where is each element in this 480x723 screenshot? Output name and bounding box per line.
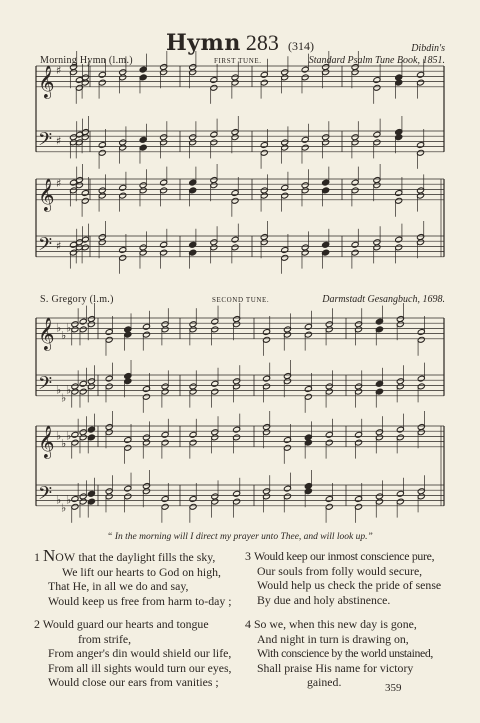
note-head xyxy=(325,431,333,438)
note-head xyxy=(283,485,291,492)
note-head xyxy=(105,383,113,390)
verse-4 xyxy=(245,617,433,690)
key-signature-icon: ♭ xyxy=(66,321,72,335)
note-head xyxy=(325,496,333,503)
note-head xyxy=(283,444,291,451)
note-head xyxy=(161,503,169,510)
verse-3-number: 3 xyxy=(245,549,251,563)
note-head xyxy=(87,498,95,505)
note-head xyxy=(105,329,113,336)
note-head xyxy=(395,197,403,204)
key-signature-icon: ♭ xyxy=(66,493,72,507)
note-head xyxy=(417,142,425,149)
note-head xyxy=(161,439,169,446)
note-head xyxy=(263,336,271,343)
note-head xyxy=(124,331,132,338)
note-head xyxy=(71,431,79,438)
note-head xyxy=(189,326,197,333)
note-head xyxy=(355,439,363,446)
note-head xyxy=(70,69,78,76)
note-head xyxy=(79,326,87,333)
note-head xyxy=(142,439,150,446)
verse-1-line-3: That He, in all we do and say, xyxy=(48,579,189,593)
note-head xyxy=(395,79,403,86)
key-signature-icon: ♭ xyxy=(66,429,72,443)
note-head xyxy=(355,388,363,395)
note-head xyxy=(160,139,168,146)
note-head xyxy=(211,434,219,441)
hymn-number: 283 xyxy=(245,30,279,55)
note-head xyxy=(417,429,425,436)
note-head xyxy=(396,426,404,433)
note-head xyxy=(263,329,271,336)
note-head xyxy=(304,323,312,330)
key-signature-icon: ♭ xyxy=(66,383,72,397)
note-head xyxy=(395,190,403,197)
note-head xyxy=(119,144,127,151)
note-head xyxy=(375,388,383,395)
note-head xyxy=(301,144,309,151)
verse-3-line-4: By due and holy abstinence. xyxy=(257,592,391,607)
note-head xyxy=(160,69,168,76)
note-head xyxy=(395,134,403,141)
note-head xyxy=(210,84,218,91)
note-head xyxy=(71,388,79,395)
note-head xyxy=(260,239,268,246)
note-head xyxy=(351,241,359,248)
tune-2-attribution: Darmstadt Gesangbuch, 1698. xyxy=(322,294,445,305)
note-head xyxy=(211,498,219,505)
note-head xyxy=(375,434,383,441)
note-head xyxy=(231,197,239,204)
note-head xyxy=(87,490,95,497)
note-head xyxy=(124,437,132,444)
note-head xyxy=(260,71,268,78)
note-head xyxy=(263,429,271,436)
note-head xyxy=(124,493,132,500)
note-head xyxy=(417,329,425,336)
verse-2-line-2: from strife, xyxy=(78,631,132,646)
note-head xyxy=(98,149,106,156)
note-head xyxy=(322,249,330,256)
note-head xyxy=(301,249,309,256)
note-head xyxy=(189,431,197,438)
note-head xyxy=(263,383,271,390)
key-signature-icon: ♯ xyxy=(56,64,62,78)
page-number: 359 xyxy=(385,682,402,694)
verse-4-line-5: gained. xyxy=(307,675,342,689)
note-head xyxy=(301,74,309,81)
note-head xyxy=(322,241,330,248)
note-head xyxy=(231,134,239,141)
key-signature-icon: ♭ xyxy=(56,321,62,335)
note-head xyxy=(139,74,147,81)
note-head xyxy=(142,323,150,330)
note-head xyxy=(79,388,87,395)
note-head xyxy=(283,331,291,338)
note-head xyxy=(396,383,404,390)
key-signature-icon: ♭ xyxy=(61,329,67,343)
note-head xyxy=(355,496,363,503)
tune-2-name: S. Gregory (l.m.) xyxy=(40,294,114,305)
note-head xyxy=(233,383,241,390)
note-head xyxy=(375,380,383,387)
note-head xyxy=(119,74,127,81)
bass-clef-icon: 𝄢 xyxy=(38,373,53,399)
note-head xyxy=(189,503,197,510)
key-signature-icon: ♯ xyxy=(56,134,62,148)
tune-1-name: Morning Hymn (l.m.) xyxy=(40,55,133,66)
note-head xyxy=(119,247,127,254)
note-head xyxy=(189,249,197,256)
note-head xyxy=(396,490,404,497)
note-head xyxy=(142,393,150,400)
note-head xyxy=(417,383,425,390)
note-head xyxy=(189,187,197,194)
note-head xyxy=(417,239,425,246)
verse-1-number: 1 xyxy=(34,550,40,564)
note-head xyxy=(351,187,359,194)
verse-1-line-4: Would keep us free from harm to-day ; xyxy=(48,593,232,608)
note-head xyxy=(160,241,168,248)
note-head xyxy=(210,77,218,84)
note-head xyxy=(142,386,150,393)
note-head xyxy=(396,434,404,441)
note-head xyxy=(189,388,197,395)
note-head xyxy=(71,439,79,446)
key-signature-icon: ♭ xyxy=(56,383,62,397)
note-head xyxy=(322,69,330,76)
note-head xyxy=(124,485,132,492)
note-head xyxy=(161,496,169,503)
note-head xyxy=(283,378,291,385)
note-head xyxy=(160,249,168,256)
note-head xyxy=(355,503,363,510)
note-head xyxy=(301,66,309,73)
note-head xyxy=(395,244,403,251)
note-head xyxy=(260,149,268,156)
verse-3-line-1 xyxy=(245,549,441,564)
verse-2-line-1-text: Would guard our hearts and tongue xyxy=(42,617,209,631)
note-head xyxy=(263,375,271,382)
note-head xyxy=(211,326,219,333)
note-head xyxy=(189,179,197,186)
note-head xyxy=(322,187,330,194)
verse-4-line-3: With conscience by the world unstained, xyxy=(257,646,433,660)
tune-1-order: FIRST TUNE. xyxy=(214,57,262,65)
note-head xyxy=(79,498,87,505)
note-head xyxy=(142,488,150,495)
note-head xyxy=(417,192,425,199)
note-head xyxy=(417,493,425,500)
note-head xyxy=(281,254,289,261)
note-head xyxy=(351,249,359,256)
note-head xyxy=(211,318,219,325)
note-head xyxy=(142,331,150,338)
verse-1-line-2: We lift our hearts to God on high, xyxy=(62,564,221,579)
note-head xyxy=(211,380,219,387)
note-head xyxy=(87,426,95,433)
note-head xyxy=(373,84,381,91)
bass-clef-icon: 𝄢 xyxy=(38,234,53,260)
note-head xyxy=(373,131,381,138)
note-head xyxy=(260,142,268,149)
note-head xyxy=(322,179,330,186)
note-head xyxy=(375,498,383,505)
note-head xyxy=(119,184,127,191)
key-signature-icon: ♭ xyxy=(56,493,62,507)
note-head xyxy=(233,426,241,433)
note-head xyxy=(281,144,289,151)
note-head xyxy=(233,321,241,328)
key-signature-icon: ♯ xyxy=(56,177,62,191)
note-head xyxy=(304,488,312,495)
note-head xyxy=(160,187,168,194)
note-head xyxy=(281,184,289,191)
note-head xyxy=(325,439,333,446)
note-head xyxy=(119,192,127,199)
note-head xyxy=(189,496,197,503)
note-head xyxy=(79,380,87,387)
note-head xyxy=(139,144,147,151)
note-head xyxy=(124,378,132,385)
note-head xyxy=(231,79,239,86)
note-head xyxy=(161,431,169,438)
note-head xyxy=(373,77,381,84)
bass-clef-icon: 𝄢 xyxy=(38,483,53,509)
note-head xyxy=(263,493,271,500)
note-head xyxy=(395,236,403,243)
note-head xyxy=(189,69,197,76)
verse-2 xyxy=(34,617,232,690)
note-head xyxy=(304,393,312,400)
note-head xyxy=(417,375,425,382)
note-head xyxy=(139,187,147,194)
note-head xyxy=(87,434,95,441)
tune-1-attribution-2: Standard Psalm Tune Book, 1851. xyxy=(308,55,445,66)
note-head xyxy=(233,434,241,441)
scripture-quote: “ In the morning will I direct my prayer unto Thee, and will look up.” xyxy=(107,532,373,542)
note-head xyxy=(124,444,132,451)
treble-clef-icon: 𝄞 xyxy=(38,424,55,458)
tune-1-attribution-1: Dibdin's xyxy=(411,43,445,54)
note-head xyxy=(396,498,404,505)
key-signature-icon: ♭ xyxy=(61,501,67,515)
note-head xyxy=(71,326,79,333)
note-head xyxy=(351,69,359,76)
note-head xyxy=(210,139,218,146)
verse-3-line-3: Would help us check the pride of sense xyxy=(257,578,442,592)
note-head xyxy=(301,136,309,143)
note-head xyxy=(81,190,89,197)
verse-4-line-1-text: So we, when this new day is gone, xyxy=(253,617,417,631)
verse-4-line-2: And night in turn is drawing on, xyxy=(257,631,409,646)
note-head xyxy=(189,241,197,248)
note-head xyxy=(210,182,218,189)
key-signature-icon: ♭ xyxy=(56,429,62,443)
verse-2-number: 2 xyxy=(34,617,40,631)
verse-1-first-caps: OW xyxy=(55,550,76,564)
note-head xyxy=(79,434,87,441)
note-head xyxy=(375,318,383,325)
note-head xyxy=(373,139,381,146)
note-head xyxy=(417,336,425,343)
note-head xyxy=(283,437,291,444)
note-head xyxy=(231,236,239,243)
key-signature-icon: ♭ xyxy=(61,437,67,451)
note-head xyxy=(417,71,425,78)
note-head xyxy=(233,490,241,497)
verse-3 xyxy=(245,549,441,607)
note-head xyxy=(304,386,312,393)
note-head xyxy=(105,336,113,343)
note-head xyxy=(98,71,106,78)
note-head xyxy=(260,192,268,199)
note-head xyxy=(355,431,363,438)
note-head xyxy=(325,388,333,395)
note-head xyxy=(351,139,359,146)
key-signature-icon: ♯ xyxy=(56,239,62,253)
note-head xyxy=(71,503,79,510)
verse-1-line-1 xyxy=(34,546,231,565)
note-head xyxy=(281,247,289,254)
note-head xyxy=(105,375,113,382)
hymn-word: Hymn xyxy=(165,30,241,56)
note-head xyxy=(87,383,95,390)
verse-1 xyxy=(34,546,232,608)
note-head xyxy=(189,439,197,446)
verse-2-line-5: Would close our ears from vanities ; xyxy=(48,675,219,689)
verse-2-line-1 xyxy=(34,617,232,632)
note-head xyxy=(233,498,241,505)
note-head xyxy=(160,179,168,186)
note-head xyxy=(98,79,106,86)
note-head xyxy=(283,493,291,500)
note-head xyxy=(351,179,359,186)
note-head xyxy=(139,66,147,73)
treble-clef-icon: 𝄞 xyxy=(38,64,55,98)
note-head xyxy=(325,503,333,510)
note-head xyxy=(304,331,312,338)
note-head xyxy=(417,149,425,156)
verse-4-line-4: Shall praise His name for victory xyxy=(257,660,414,675)
note-head xyxy=(231,190,239,197)
verse-3-line-2: Our souls from folly would secure, xyxy=(257,563,423,578)
note-head xyxy=(161,326,169,333)
note-head xyxy=(281,74,289,81)
note-head xyxy=(301,187,309,194)
note-head xyxy=(139,136,147,143)
note-head xyxy=(210,131,218,138)
note-head xyxy=(417,79,425,86)
note-head xyxy=(79,318,87,325)
verse-2-line-3: From anger's din would shield our life, xyxy=(48,646,232,660)
verse-3-line-1-text: Would keep our inmost conscience pure, xyxy=(253,549,435,563)
note-head xyxy=(210,244,218,251)
note-head xyxy=(373,244,381,251)
note-head xyxy=(105,429,113,436)
verse-2-line-4: From all ill sights would turn our eyes, xyxy=(48,660,232,675)
note-head xyxy=(260,79,268,86)
verse-1-dropcap: N xyxy=(42,546,56,565)
note-head xyxy=(211,388,219,395)
note-head xyxy=(87,321,95,328)
verse-1-first-rest: that the daylight fills the sky, xyxy=(75,550,216,564)
note-head xyxy=(304,439,312,446)
note-head xyxy=(161,388,169,395)
note-head xyxy=(98,239,106,246)
verse-4-number: 4 xyxy=(245,617,251,631)
note-head xyxy=(119,254,127,261)
note-head xyxy=(81,197,89,204)
note-head xyxy=(322,139,330,146)
key-signature-icon: ♭ xyxy=(61,391,67,405)
note-head xyxy=(71,496,79,503)
note-head xyxy=(105,493,113,500)
note-head xyxy=(373,182,381,189)
note-head xyxy=(355,326,363,333)
bass-clef-icon: 𝄢 xyxy=(38,129,53,155)
tune-2-order: SECOND TUNE. xyxy=(212,296,270,304)
note-head xyxy=(281,192,289,199)
treble-clef-icon: 𝄞 xyxy=(38,177,55,211)
treble-clef-icon: 𝄞 xyxy=(38,316,55,350)
note-head xyxy=(98,142,106,149)
note-head xyxy=(189,139,197,146)
note-head xyxy=(375,326,383,333)
note-head xyxy=(98,192,106,199)
hymn-alt-number: (314) xyxy=(288,39,315,53)
note-head xyxy=(325,326,333,333)
verse-4-line-1 xyxy=(245,617,433,632)
note-head xyxy=(396,321,404,328)
note-head xyxy=(139,249,147,256)
note-head xyxy=(231,244,239,251)
